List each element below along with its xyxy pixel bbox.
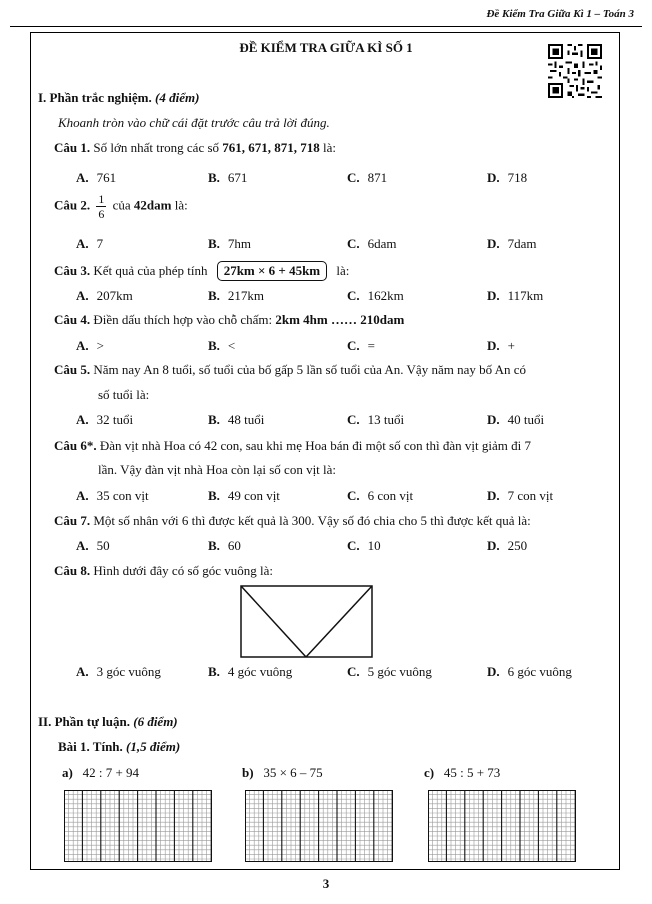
option-q4-c[interactable]	[347, 338, 375, 354]
option-text: 7dam	[507, 236, 537, 251]
option-text: 162km	[367, 288, 404, 303]
option-text: 4 góc vuông	[227, 664, 293, 679]
option-letter: B.	[208, 488, 220, 503]
option-text: +	[507, 338, 515, 353]
option-text: 6 con vịt	[367, 488, 414, 503]
option-letter: D.	[487, 288, 500, 303]
question-6-line2: lần. Vậy đàn vịt nhà Hoa còn lại số con vịt là:	[98, 462, 337, 477]
question-5-line2: số tuổi là:	[98, 387, 150, 402]
exercise-b: b) 35 × 6 – 75	[242, 765, 323, 780]
option-q3-d[interactable]	[487, 288, 543, 304]
option-text: 871	[367, 170, 388, 185]
option-q1-c[interactable]	[347, 170, 387, 186]
option-q2-b[interactable]	[208, 236, 251, 252]
option-letter: D.	[487, 664, 500, 679]
answer-grid-a[interactable]	[64, 790, 212, 862]
option-q4-b[interactable]	[208, 338, 235, 354]
option-text: 6dam	[367, 236, 397, 251]
option-q5-d[interactable]	[487, 412, 544, 428]
question-6: Câu 6*. Đàn vịt nhà Hoa có 42 con, sau khi mẹ Hoa bán đi một số con thì đàn vịt giảm đi 7	[54, 438, 531, 453]
option-letter: A.	[76, 236, 89, 251]
page-number: 3	[322, 876, 330, 891]
option-q2-d[interactable]	[487, 236, 537, 252]
option-letter: B.	[208, 170, 220, 185]
option-text: 217km	[227, 288, 265, 303]
option-text: <	[227, 338, 236, 353]
option-text: 117km	[507, 288, 544, 303]
option-q7-d[interactable]	[487, 538, 527, 554]
bai1-heading: Bài 1. Tính. (1,5 điểm)	[58, 739, 181, 754]
option-q6-a[interactable]	[76, 488, 149, 504]
option-q3-c[interactable]	[347, 288, 404, 304]
option-text: 7	[96, 236, 104, 251]
option-text: 671	[227, 170, 248, 185]
option-letter: C.	[347, 288, 360, 303]
option-text: 10	[367, 538, 381, 553]
rectangle-figure	[240, 585, 374, 659]
option-letter: A.	[76, 538, 89, 553]
header-rule	[10, 26, 642, 27]
option-text: 207km	[96, 288, 133, 303]
option-q3-b[interactable]	[208, 288, 264, 304]
part2-heading: II. Phần tự luận. (6 điểm)	[38, 714, 178, 729]
question-4: Câu 4. Điền dấu thích hợp vào chỗ chấm: 2km 4hm …… 210dam	[54, 312, 405, 327]
option-q1-b[interactable]	[208, 170, 247, 186]
question-5: Câu 5. Năm nay An 8 tuổi, số tuổi của bố gấp 5 lần số tuổi của An. Vậy năm nay bố An có	[54, 362, 527, 377]
option-letter: A.	[76, 488, 89, 503]
option-q3-a[interactable]	[76, 288, 133, 304]
option-letter: A.	[76, 664, 89, 679]
fraction: $\frac{1}{6}$	[98, 192, 105, 221]
qr-code-icon	[548, 44, 602, 98]
option-text: 32 tuổi	[96, 412, 134, 427]
answer-grid-c[interactable]	[428, 790, 576, 862]
option-letter: D.	[487, 170, 500, 185]
option-q7-c[interactable]	[347, 538, 381, 554]
option-q6-b[interactable]	[208, 488, 280, 504]
option-letter: B.	[208, 236, 220, 251]
option-letter: D.	[487, 236, 500, 251]
option-letter: C.	[347, 664, 360, 679]
option-letter: D.	[487, 338, 500, 353]
option-q8-a[interactable]	[76, 664, 161, 680]
option-text: =	[367, 338, 375, 353]
question-2: Câu 2. $\frac{1}{6}$ của 42dam là:	[54, 192, 188, 221]
option-q8-d[interactable]	[487, 664, 572, 680]
option-letter: A.	[76, 288, 89, 303]
question-1: Câu 1. Số lớn nhất trong các số 761, 671, 871, 718 là:	[54, 140, 337, 155]
running-header: Đề Kiểm Tra Giữa Kì 1 – Toán 3	[486, 8, 634, 20]
question-8: Câu 8. Hình dưới đây có số góc vuông là:	[54, 563, 274, 578]
option-text: 761	[96, 170, 117, 185]
option-q8-c[interactable]	[347, 664, 432, 680]
question-3: Câu 3. Kết quả của phép tính 27km × 6 + 45km là:	[54, 261, 349, 281]
option-letter: D.	[487, 488, 500, 503]
option-text: 3 góc vuông	[96, 664, 161, 679]
option-q5-c[interactable]	[347, 412, 404, 428]
option-q7-b[interactable]	[208, 538, 241, 554]
option-letter: A.	[76, 338, 89, 353]
option-q2-a[interactable]	[76, 236, 103, 252]
exam-title: ĐỀ KIỂM TRA GIỮA KÌ SỐ 1	[239, 40, 413, 55]
option-letter: B.	[208, 538, 220, 553]
boxed-expression: 27km × 6 + 45km	[217, 261, 327, 281]
option-letter: A.	[76, 412, 89, 427]
option-q6-c[interactable]	[347, 488, 413, 504]
option-text: 7hm	[227, 236, 252, 251]
option-text: 35 con vịt	[96, 488, 149, 503]
option-letter: C.	[347, 236, 360, 251]
option-q7-a[interactable]	[76, 538, 110, 554]
exercise-a: a) 42 : 7 + 94	[62, 765, 140, 780]
option-q8-b[interactable]	[208, 664, 292, 680]
option-letter: B.	[208, 338, 220, 353]
option-letter: C.	[347, 412, 360, 427]
option-q2-c[interactable]	[347, 236, 397, 252]
option-letter: D.	[487, 538, 500, 553]
option-text: 6 góc vuông	[507, 664, 572, 679]
option-text: 13 tuổi	[367, 412, 405, 427]
option-q4-d[interactable]	[487, 338, 515, 354]
option-letter: D.	[487, 412, 500, 427]
option-letter: B.	[208, 288, 220, 303]
answer-grid-b[interactable]	[245, 790, 393, 862]
exercise-c: c) 45 : 5 + 73	[424, 765, 501, 780]
option-letter: B.	[208, 412, 220, 427]
option-text: 718	[507, 170, 528, 185]
option-text: 5 góc vuông	[367, 664, 432, 679]
option-letter: C.	[347, 488, 360, 503]
option-q1-d[interactable]	[487, 170, 527, 186]
option-letter: C.	[347, 538, 360, 553]
option-text: >	[96, 338, 104, 353]
option-q4-a[interactable]	[76, 338, 104, 354]
option-text: 250	[507, 538, 528, 553]
option-text: 40 tuổi	[507, 412, 545, 427]
option-q6-d[interactable]	[487, 488, 553, 504]
option-text: 7 con vịt	[507, 488, 554, 503]
part1-instruction: Khoanh tròn vào chữ cái đặt trước câu trả lời đúng.	[58, 115, 330, 130]
option-letter: B.	[208, 664, 220, 679]
option-letter: A.	[76, 170, 89, 185]
question-7: Câu 7. Một số nhân với 6 thì được kết quả là 300. Vậy số đó chia cho 5 thì được kết quả là:	[54, 513, 531, 528]
option-text: 50	[96, 538, 110, 553]
option-text: 48 tuổi	[227, 412, 265, 427]
option-q5-a[interactable]	[76, 412, 133, 428]
option-letter: C.	[347, 338, 360, 353]
part1-heading: I. Phần trắc nghiệm. (4 điểm)	[38, 90, 200, 105]
option-q5-b[interactable]	[208, 412, 264, 428]
option-text: 49 con vịt	[227, 488, 280, 503]
option-letter: C.	[347, 170, 360, 185]
option-q1-a[interactable]	[76, 170, 116, 186]
option-text: 60	[227, 538, 241, 553]
